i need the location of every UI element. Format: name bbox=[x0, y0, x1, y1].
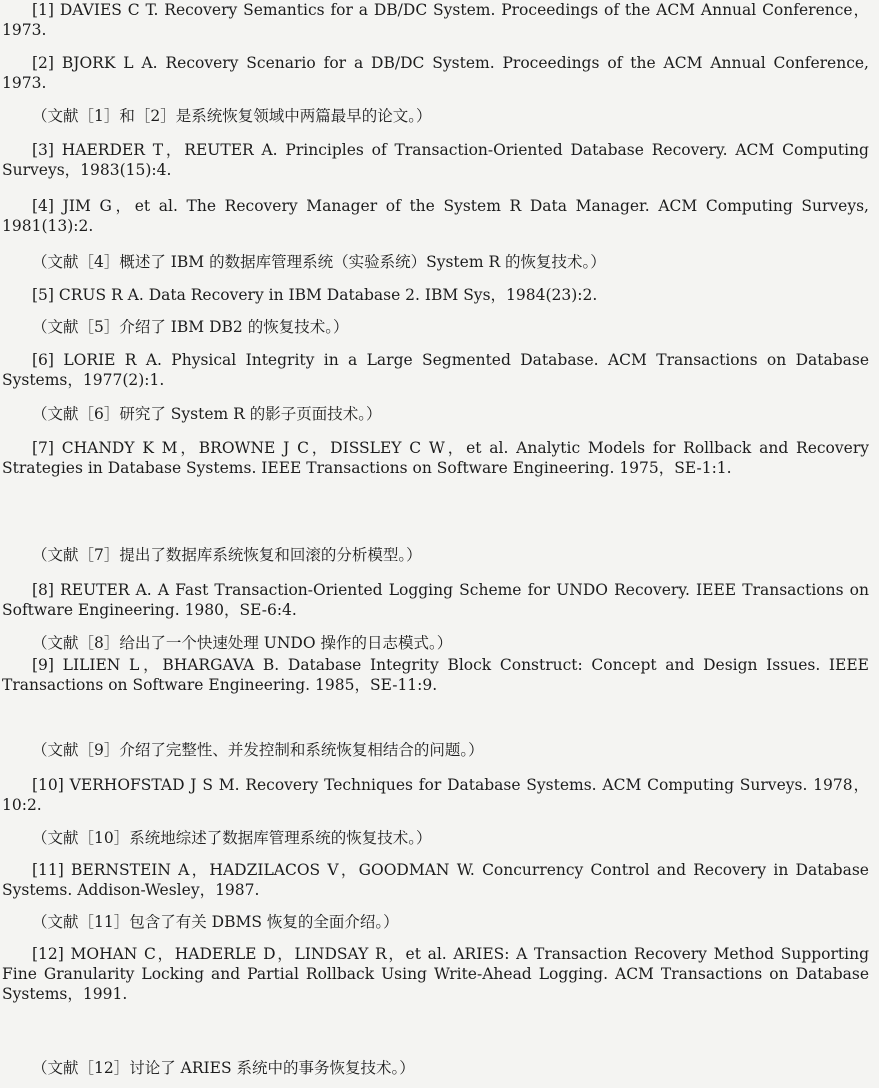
reference-number: [6] bbox=[32, 351, 54, 369]
reference-number: [5] bbox=[32, 286, 54, 304]
reference-note: （文献［9］介绍了完整性、并发控制和系统恢复相结合的问题。） bbox=[32, 741, 484, 759]
reference-note: （文献［4］概述了 IBM 的数据库管理系统（实验系统）System R 的恢复技术。） bbox=[32, 253, 606, 271]
reference-entry bbox=[2, 0, 869, 40]
reference-entry bbox=[2, 350, 869, 390]
reference-entry bbox=[2, 860, 869, 900]
reference-note: （文献［7］提出了数据库系统恢复和回滚的分析模型。） bbox=[32, 546, 422, 564]
reference-text: LORIE R A. Physical Integrity in a Large Segmented Database. ACM Transactions on Database Systems，1977(2):1. bbox=[2, 351, 869, 389]
reference-number: [8] bbox=[32, 581, 54, 599]
reference-text: VERHOFSTAD J S M. Recovery Techniques for Database Systems. ACM Computing Surveys. 1978，10:2. bbox=[2, 776, 869, 814]
reference-entry bbox=[2, 775, 869, 815]
reference-entry bbox=[2, 438, 869, 478]
reference-text: JIM G，et al. The Recovery Manager of the System R Data Manager. ACM Computing Surveys, 1981(13):2. bbox=[2, 197, 869, 235]
reference-note: （文献［6］研究了 System R 的影子页面技术。） bbox=[32, 405, 382, 423]
reference-number: [3] bbox=[32, 141, 54, 159]
reference-number: [11] bbox=[32, 861, 64, 879]
reference-text: BJORK L A. Recovery Scenario for a DB/DC System. Proceedings of the ACM Annual Conference, 1973. bbox=[2, 54, 869, 92]
reference-note: （文献［5］介绍了 IBM DB2 的恢复技术。） bbox=[32, 318, 349, 336]
reference-entry bbox=[2, 140, 869, 180]
reference-text: CRUS R A. Data Recovery in IBM Database 2. IBM Sys，1984(23):2. bbox=[58, 286, 598, 304]
reference-note: （文献［1］和［2］是系统恢复领域中两篇最早的论文。） bbox=[32, 107, 432, 125]
reference-number: [7] bbox=[32, 439, 54, 457]
reference-text: CHANDY K M，BROWNE J C，DISSLEY C W，et al. Analytic Models for Rollback and Recovery Strategies in Database Systems. IEEE Transactions on Software Engineering. 1975，SE-1:1. bbox=[2, 439, 869, 477]
reference-entry bbox=[2, 196, 869, 236]
reference-entry bbox=[2, 53, 869, 93]
reference-text: BERNSTEIN A，HADZILACOS V，GOODMAN W. Concurrency Control and Recovery in Database Systems. Addison-Wesley，1987. bbox=[2, 861, 869, 899]
reference-text: REUTER A. A Fast Transaction-Oriented Logging Scheme for UNDO Recovery. IEEE Transactions on Software Engineering. 1980，SE-6:4. bbox=[2, 581, 869, 619]
reference-entry bbox=[2, 944, 869, 1004]
reference-text: LILIEN L，BHARGAVA B. Database Integrity Block Construct: Concept and Design Issues. IEEE Transactions on Software Engineering. 1985，SE-11:9. bbox=[2, 656, 869, 694]
reference-note: （文献［8］给出了一个快速处理 UNDO 操作的日志模式。） bbox=[32, 634, 453, 652]
reference-number: [2] bbox=[32, 54, 54, 72]
reference-number: [12] bbox=[32, 945, 64, 963]
reference-text: DAVIES C T. Recovery Semantics for a DB/DC System. Proceedings of the ACM Annual Conference，1973. bbox=[2, 1, 869, 39]
reference-note: （文献［11］包含了有关 DBMS 恢复的全面介绍。） bbox=[32, 913, 399, 931]
reference-note: （文献［10］系统地综述了数据库管理系统的恢复技术。） bbox=[32, 829, 432, 847]
reference-number: [1] bbox=[32, 1, 54, 19]
reference-text: HAERDER T，REUTER A. Principles of Transaction-Oriented Database Recovery. ACM Computing Surveys，1983(15):4. bbox=[2, 141, 869, 179]
reference-entry bbox=[2, 285, 869, 305]
reference-note: （文献［12］讨论了 ARIES 系统中的事务恢复技术。） bbox=[32, 1059, 415, 1077]
reference-entry bbox=[2, 580, 869, 620]
reference-text: MOHAN C，HADERLE D，LINDSAY R，et al. ARIES: A Transaction Recovery Method Supporting Fine Granularity Locking and Partial Rollback Using Write-Ahead Logging. ACM Transactions on Database Systems，1991. bbox=[2, 945, 869, 1003]
reference-number: [9] bbox=[32, 656, 54, 674]
reference-number: [10] bbox=[32, 776, 64, 794]
reference-entry bbox=[2, 655, 869, 695]
reference-number: [4] bbox=[32, 197, 54, 215]
